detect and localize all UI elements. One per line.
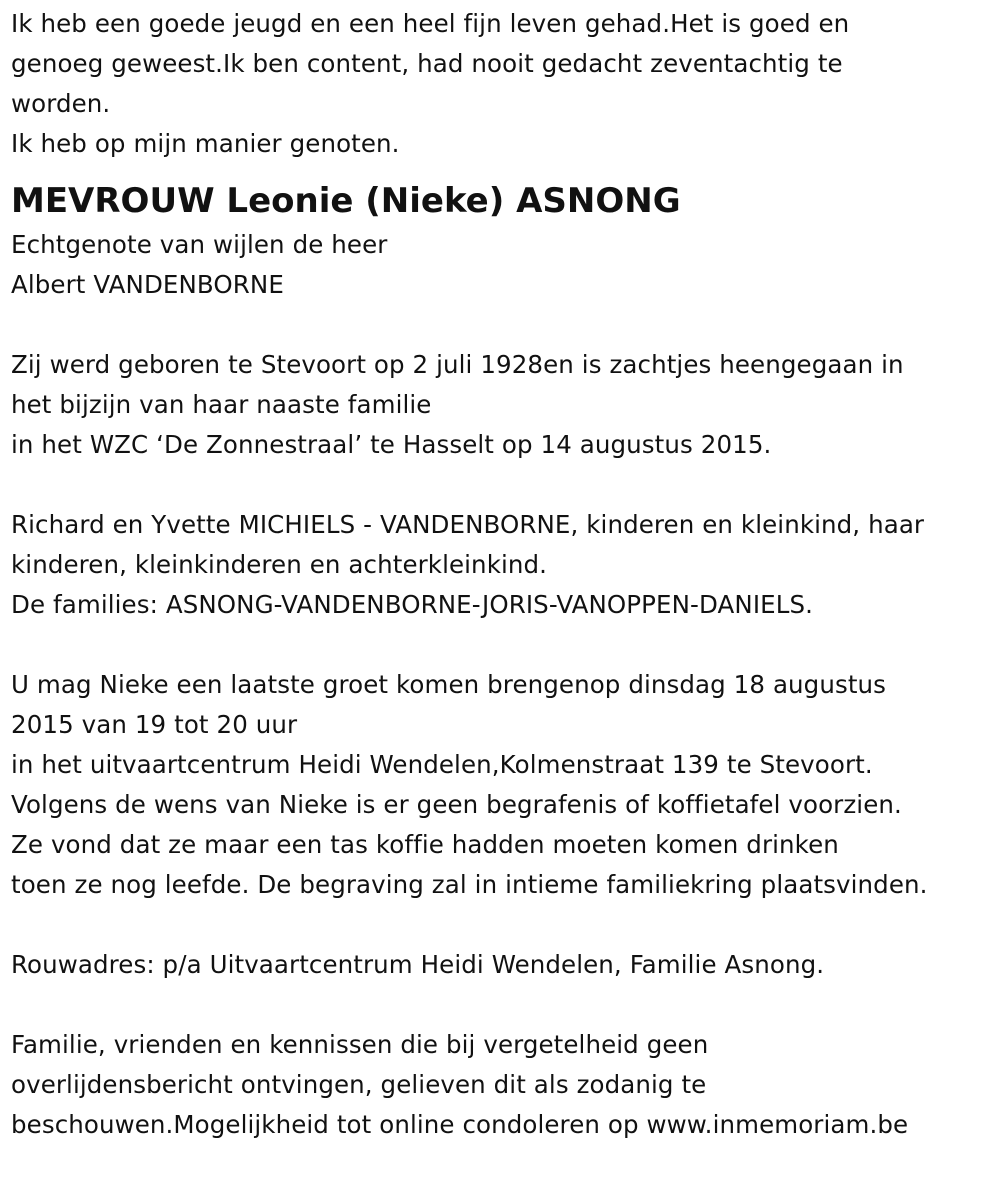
birth-death-paragraph — [11, 345, 996, 465]
farewell-line: Volgens de wens van Nieke is er geen begrafenis of koffietafel voorzien. — [11, 790, 902, 819]
spouse-line: Albert VANDENBORNE — [11, 270, 284, 299]
closing-line: beschouwen.Mogelijkheid tot online condoleren op www.inmemoriam.be — [11, 1110, 909, 1139]
birth-death-line: in het WZC ‘De Zonnestraal’ te Hasselt op 14 augustus 2015. — [11, 430, 772, 459]
deceased-section — [11, 178, 996, 305]
birth-death-line: Zij werd geboren te Stevoort op 2 juli 1928en is zachtjes heengegaan in — [11, 350, 904, 379]
intro-line: Ik heb op mijn manier genoten. — [11, 129, 400, 158]
paragraph-spacer — [11, 625, 996, 665]
farewell-line: in het uitvaartcentrum Heidi Wendelen,Kolmenstraat 139 te Stevoort. — [11, 750, 873, 779]
mourning-address: Rouwadres: p/a Uitvaartcentrum Heidi Wendelen, Familie Asnong. — [11, 950, 825, 979]
intro-line: genoeg geweest.Ik ben content, had nooit gedacht zeventachtig te — [11, 49, 843, 78]
address-paragraph — [11, 945, 996, 985]
farewell-line: Ze vond dat ze maar een tas koffie hadden moeten komen drinken — [11, 830, 839, 859]
intro-quote — [11, 4, 996, 164]
paragraph-spacer — [11, 985, 996, 1025]
intro-line: worden. — [11, 89, 111, 118]
farewell-line: toen ze nog leefde. De begraving zal in intieme familiekring plaatsvinden. — [11, 870, 928, 899]
paragraph-spacer — [11, 465, 996, 505]
closing-line: overlijdensbericht ontvingen, gelieven dit als zodanig te — [11, 1070, 707, 1099]
intro-line: Ik heb een goede jeugd en een heel fijn leven gehad.Het is goed en — [11, 9, 850, 38]
farewell-paragraph — [11, 665, 996, 905]
farewell-line: U mag Nieke een laatste groet komen brengenop dinsdag 18 augustus — [11, 670, 887, 699]
paragraph-spacer — [11, 305, 996, 345]
farewell-line: 2015 van 19 tot 20 uur — [11, 710, 298, 739]
family-line: Richard en Yvette MICHIELS - VANDENBORNE, kinderen en kleinkind, haar — [11, 510, 925, 539]
paragraph-spacer — [11, 905, 996, 945]
closing-paragraph — [11, 1025, 996, 1145]
spouse-line: Echtgenote van wijlen de heer — [11, 230, 388, 259]
birth-death-line: het bijzijn van haar naaste familie — [11, 390, 432, 419]
deceased-name: MEVROUW Leonie (Nieke) ASNONG — [11, 181, 681, 221]
closing-line: Familie, vrienden en kennissen die bij vergetelheid geen — [11, 1030, 709, 1059]
family-line: De families: ASNONG-VANDENBORNE-JORIS-VANOPPEN-DANIELS. — [11, 590, 814, 619]
family-line: kinderen, kleinkinderen en achterkleinkind. — [11, 550, 548, 579]
obituary-notice — [11, 4, 996, 1145]
family-paragraph — [11, 505, 996, 625]
